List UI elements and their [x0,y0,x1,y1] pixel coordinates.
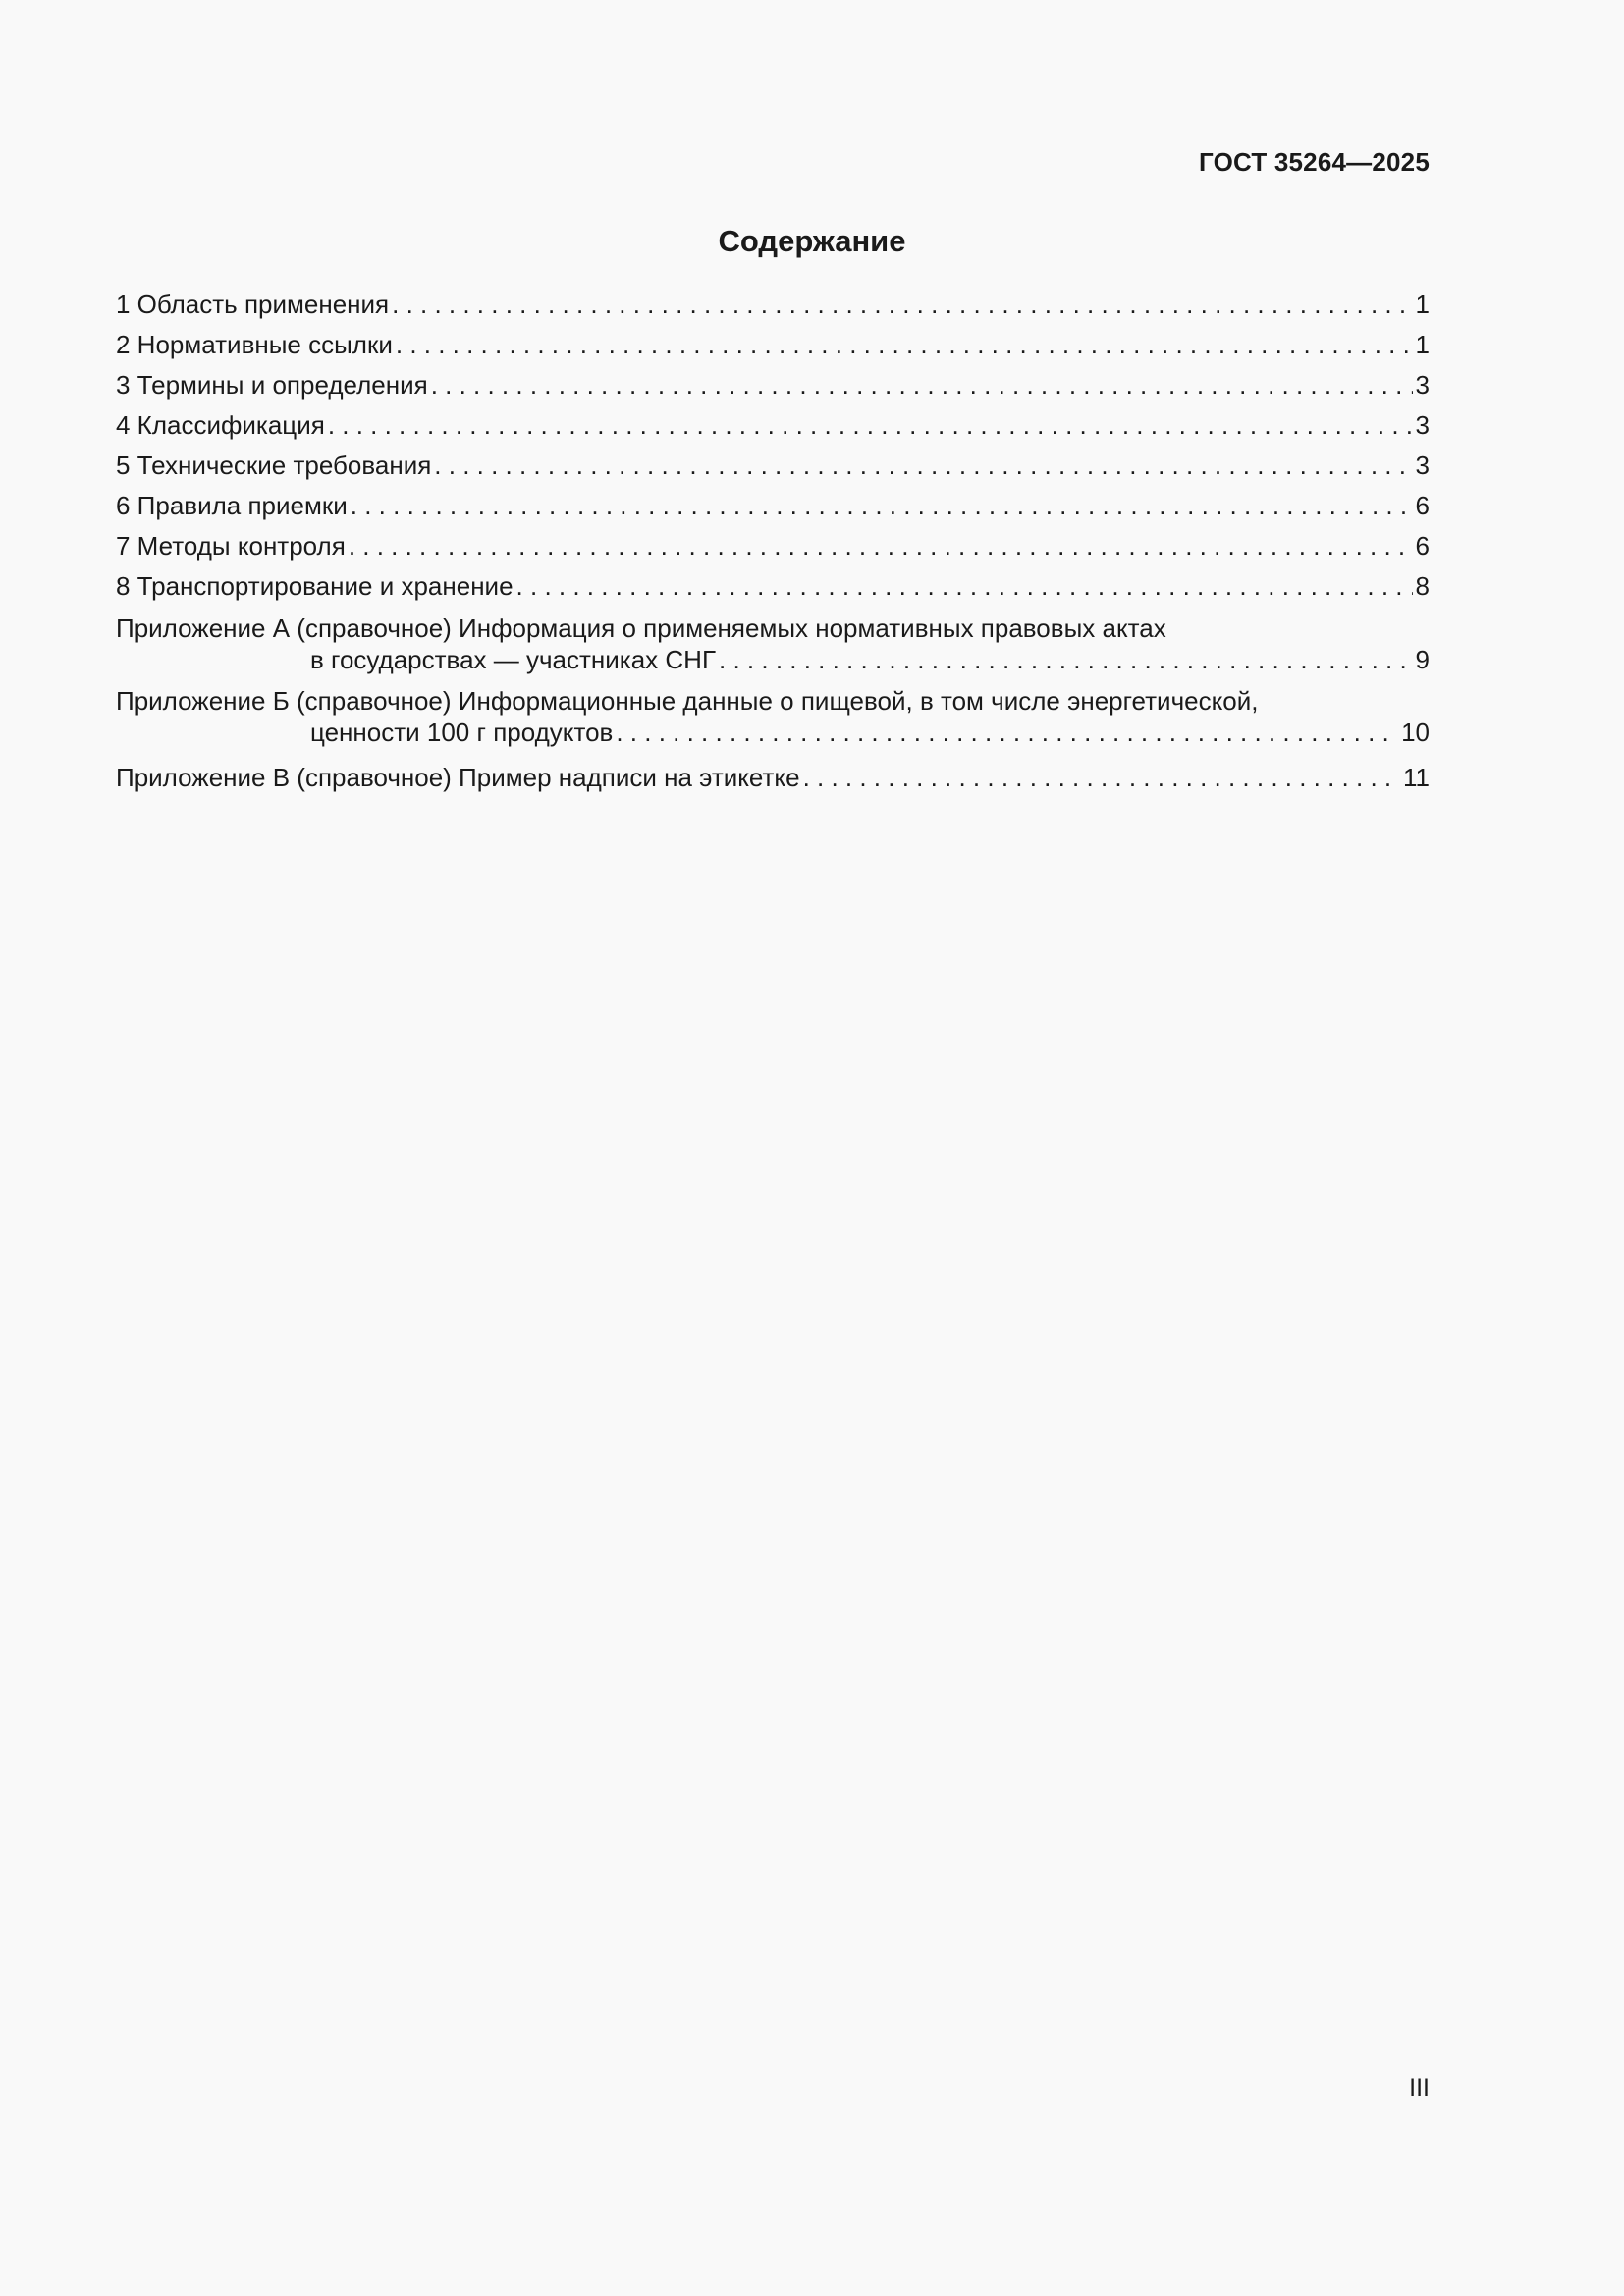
toc-entry-label: 1 Область применения [116,290,390,319]
toc-entry-page: 3 [1415,370,1430,400]
toc-entry-label: Приложение А (справочное) Информация о применяемых нормативных правовых актах [116,614,1166,643]
toc-entry-3[interactable] [116,365,1430,405]
toc-entry-page: 1 [1415,290,1430,319]
toc-entry-appendix-b[interactable] [116,685,1430,748]
toc-entry-label: 5 Технические требования [116,451,432,480]
dot-leader [349,526,1413,566]
dot-leader [434,446,1412,486]
toc-entry-5[interactable] [116,446,1430,486]
dot-leader [351,486,1413,526]
toc-entry-appendix-v[interactable] [116,758,1430,798]
toc-entry-page: 11 [1403,763,1430,792]
dot-leader [516,566,1413,607]
toc-entry-page: 3 [1415,410,1430,440]
toc-entry-page: 3 [1415,451,1430,480]
toc-entry-8[interactable] [116,566,1430,607]
toc-entry-label-continuation: ценности 100 г продуктов [310,718,614,747]
toc-entry-label: 3 Термины и определения [116,370,428,400]
dot-leader [616,717,1398,748]
toc-entry-page: 6 [1415,531,1430,561]
toc-entry-7[interactable] [116,526,1430,566]
table-of-contents [116,285,1430,798]
toc-entry-page: 1 [1415,330,1430,359]
dot-leader [392,285,1412,325]
toc-title: Содержание [718,224,906,258]
page-number: III [1409,2074,1430,2102]
toc-entry-page: 9 [1415,645,1430,674]
toc-entry-2[interactable] [116,325,1430,365]
dot-leader [328,405,1413,446]
toc-entry-page: 6 [1415,491,1430,520]
toc-entry-page: 8 [1415,571,1430,601]
toc-entry-label: 2 Нормативные ссылки [116,330,393,359]
toc-entry-page: 10 [1401,718,1430,747]
toc-entry-label-continuation: в государствах — участниках СНГ [310,645,717,674]
toc-entry-label: Приложение В (справочное) Пример надписи на этикетке [116,763,800,792]
dot-leader [431,365,1413,405]
toc-entry-label: 7 Методы контроля [116,531,346,561]
toc-entry-6[interactable] [116,486,1430,526]
document-code: ГОСТ 35264—2025 [1199,147,1430,177]
toc-entry-appendix-a[interactable] [116,613,1430,675]
toc-entry-label: Приложение Б (справочное) Информационные данные о пищевой, в том числе энергетической, [116,686,1259,716]
dot-leader [396,325,1413,365]
toc-entry-label: 4 Классификация [116,410,325,440]
toc-entry-1[interactable] [116,285,1430,325]
toc-entry-label: 8 Транспортирование и хранение [116,571,514,601]
dot-leader [719,644,1413,675]
toc-entry-label: 6 Правила приемки [116,491,348,520]
toc-entry-4[interactable] [116,405,1430,446]
dot-leader [803,758,1400,798]
